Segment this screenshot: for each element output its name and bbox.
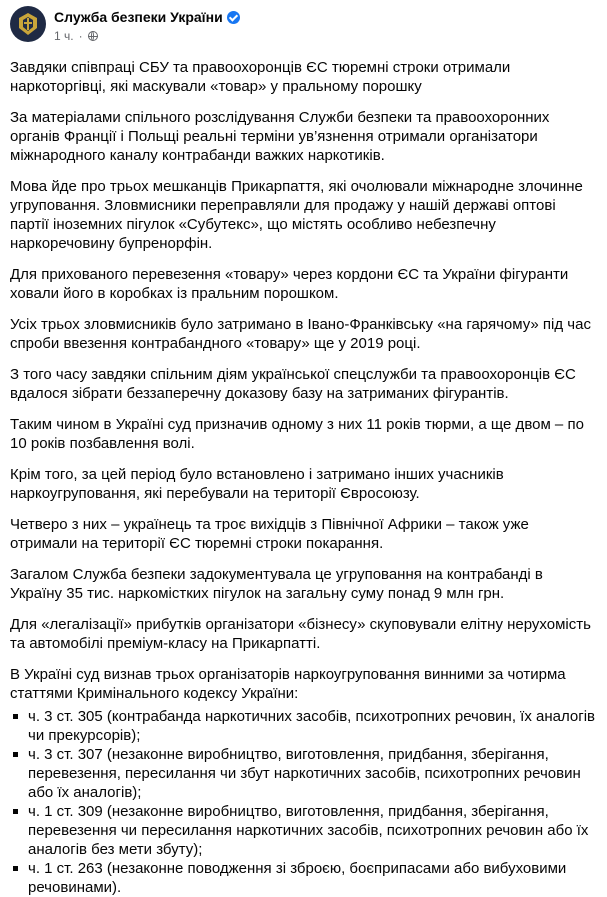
- post-meta: [54, 29, 98, 43]
- post-body: [10, 58, 595, 897]
- paragraph: За матеріалами спільного розслідування Служби безпеки та правоохоронних органів Франції і Польщі реальні терміни ув’язнення отримали організатори міжнародного каналу контрабанди важких наркотиків.: [10, 109, 550, 164]
- list-item: [10, 707, 595, 745]
- articles-list: [10, 707, 595, 897]
- paragraph: Мова йде про трьох мешканців Прикарпаття, які очолювали міжнародне злочинне угруповання. Зловмисники переправляли для продажу у нашій державі оптові партії іноземних пігулок «Субутекс», що містять особливо небезпечну наркоречовину бупренорфін.: [10, 178, 583, 252]
- list-item-text: ч. 1 ст. 263 (незаконне поводження зі зброєю, боєприпасами або вибуховими речовинами).: [28, 860, 567, 896]
- post-time[interactable]: 1 ч.: [54, 29, 74, 43]
- post-header: [10, 6, 590, 46]
- paragraph: З того часу завдяки спільним діям української спецслужби та правоохоронців ЄС вдалося зібрати беззаперечну доказову базу на затриманих фігурантів.: [10, 366, 576, 402]
- meta-separator: ·: [78, 29, 83, 43]
- paragraph: Загалом Служба безпеки задокументувала це угруповання на контрабанді в Україну 35 тис. наркомістких пігулок на загальну суму понад 9 млн грн.: [10, 566, 543, 602]
- bullet-icon: [13, 866, 18, 871]
- verified-badge-icon: [227, 11, 240, 24]
- paragraph: Крім того, за цей період було встановлено і затримано інших учасників наркоугруповання, які перебували на території Євросоюзу.: [10, 466, 504, 502]
- list-item-text: ч. 3 ст. 305 (контрабанда наркотичних засобів, психотропних речовин, їх аналогів чи прекурсорів);: [28, 708, 596, 744]
- sbu-emblem-icon: [13, 9, 43, 39]
- list-item: [10, 802, 595, 859]
- bullet-icon: [13, 752, 18, 757]
- list-item-text: ч. 3 ст. 307 (незаконне виробництво, виготовлення, придбання, зберігання, перевезення, пересилання чи збут наркотичних засобів, психотропних речовин або їх аналогів);: [28, 746, 581, 801]
- paragraph: Для «легалізації» прибутків організатори «бізнесу» скуповували елітну нерухомість та автомобілі преміум-класу на Прикарпатті.: [10, 616, 591, 652]
- paragraph: Таким чином в Україні суд призначив одному з них 11 років тюрми, а ще двом – по 10 років позбавлення волі.: [10, 416, 584, 452]
- page-name: Служба безпеки України: [54, 9, 223, 25]
- globe-icon[interactable]: [88, 31, 98, 41]
- paragraph: Усіх трьох зловмисників було затримано в Івано-Франківську «на гарячому» під час спроби ввезення контрабандного «товару» ще у 2019 році.: [10, 316, 591, 352]
- paragraph: Завдяки співпраці СБУ та правоохоронців ЄС тюремні строки отримали наркоторгівці, які маскували «товар» у пральному порошку: [10, 59, 511, 95]
- page-name-link[interactable]: [54, 9, 240, 25]
- bullet-icon: [13, 809, 18, 814]
- paragraph: Четверо з них – українець та троє вихідців з Північної Африки – також уже отримали на території ЄС тюремні строки покарання.: [10, 516, 529, 552]
- page-avatar[interactable]: [10, 6, 46, 42]
- bullet-icon: [13, 714, 18, 719]
- paragraph: Для прихованого перевезення «товару» через кордони ЄС та України фігуранти ховали його в коробках із пральним порошком.: [10, 266, 569, 302]
- list-intro: В Україні суд визнав трьох організаторів наркоугруповання винними за чотирма статтями Кримінального кодексу України:: [10, 666, 566, 702]
- list-item: [10, 859, 595, 897]
- list-item: [10, 745, 595, 802]
- list-item-text: ч. 1 ст. 309 (незаконне виробництво, виготовлення, придбання, зберігання, перевезення чи пересилання наркотичних засобів, психотропних речовин або їх аналогів без мети збуту);: [28, 803, 589, 858]
